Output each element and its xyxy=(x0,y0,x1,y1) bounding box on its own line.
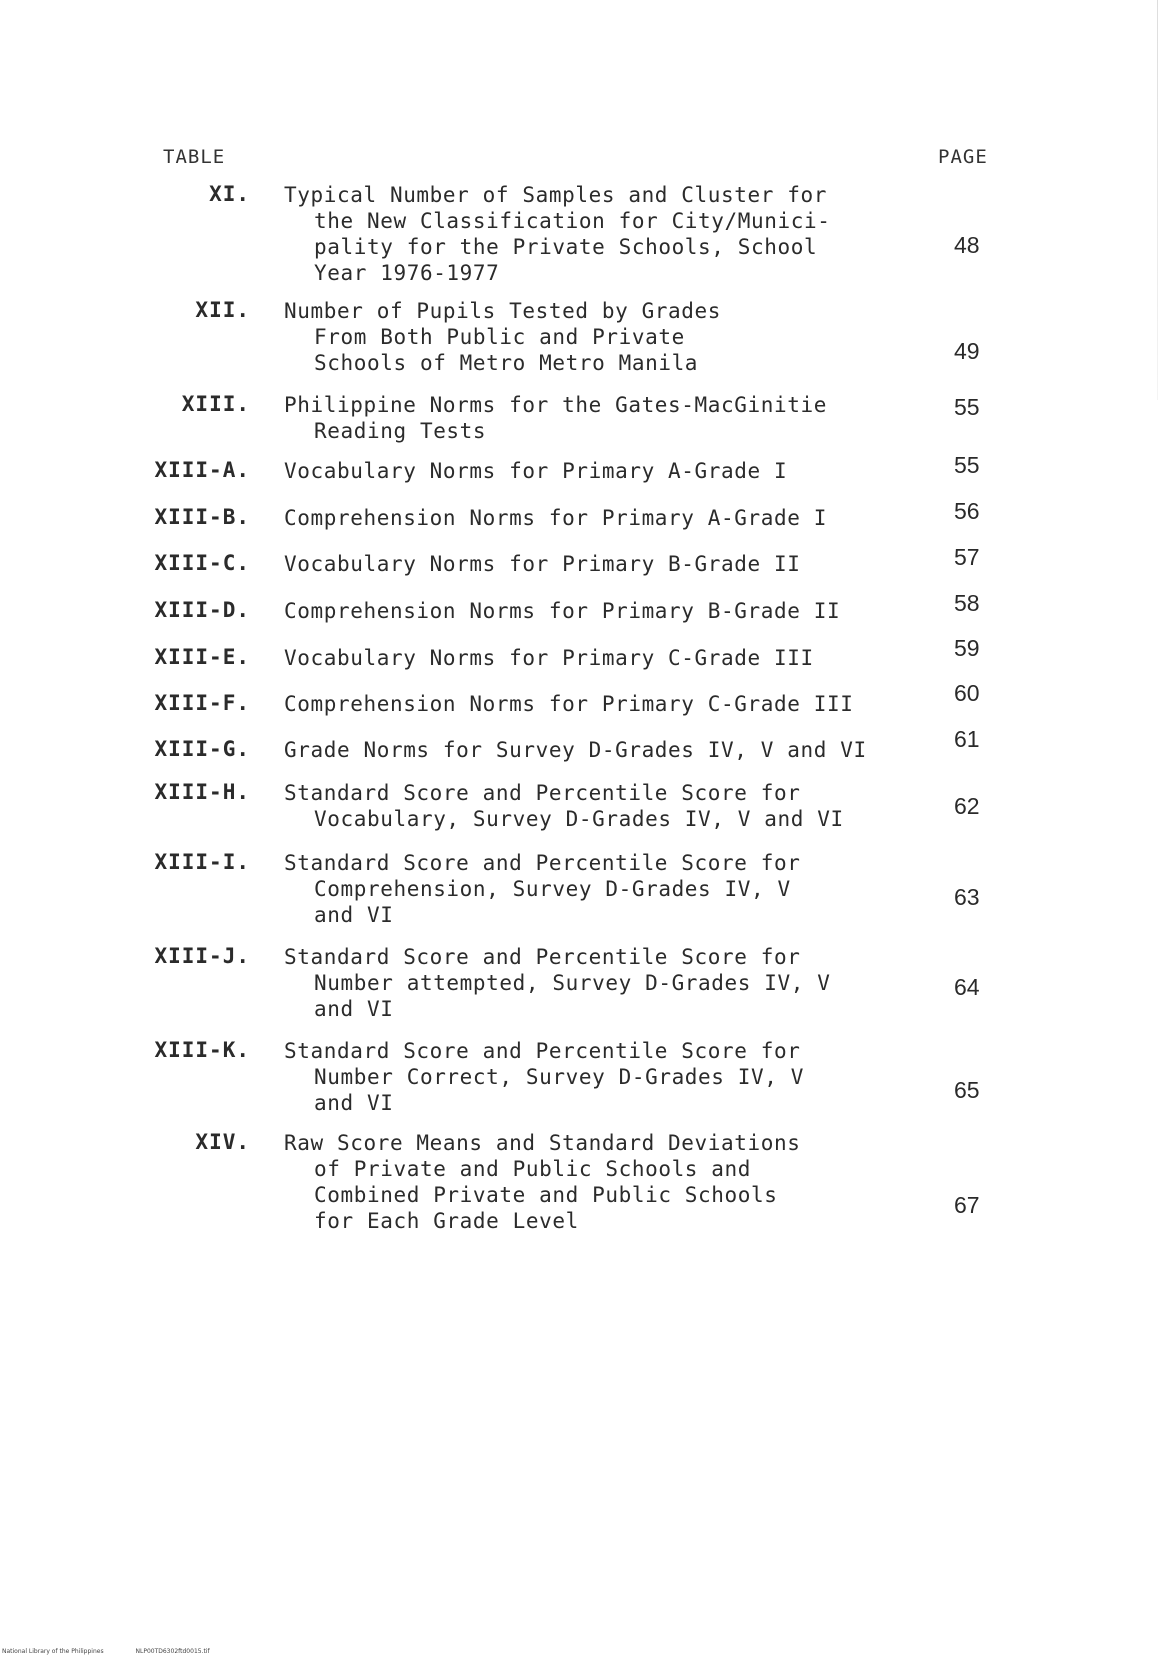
table-title xyxy=(284,944,924,1022)
table-title-line: Combined Private and Public Schools xyxy=(314,1183,778,1207)
page-number: 55 xyxy=(954,394,980,420)
table-number: XIII-J. xyxy=(154,944,250,968)
table-title-line: Vocabulary Norms for Primary C-Grade III xyxy=(284,646,814,670)
table-title xyxy=(284,551,924,577)
table-title-line: the New Classification for City/Munici- xyxy=(314,209,831,233)
table-title-line: Standard Score and Percentile Score for xyxy=(284,945,801,969)
table-title xyxy=(284,1130,924,1234)
table-number: XIII-H. xyxy=(154,780,250,804)
page-column-header: PAGE xyxy=(938,146,988,168)
page-number: 55 xyxy=(954,452,980,478)
table-title xyxy=(284,598,924,624)
table-number: XIII-A. xyxy=(154,458,250,482)
table-title-line: From Both Public and Private xyxy=(314,325,685,349)
page-number: 64 xyxy=(954,974,980,1000)
page-number: 59 xyxy=(954,635,980,661)
footer-library: National Library of the Philippines xyxy=(2,1648,104,1655)
table-title-line: and VI xyxy=(314,1091,394,1115)
table-title xyxy=(284,645,924,671)
footer-filename: NLP00TD6302ftd0015.tif xyxy=(135,1648,210,1655)
table-title-line: Raw Score Means and Standard Deviations xyxy=(284,1131,801,1155)
page-number: 58 xyxy=(954,590,980,616)
table-number: XIII-G. xyxy=(154,737,250,761)
table-number: XIII-K. xyxy=(154,1038,250,1062)
table-title-line: Philippine Norms for the Gates-MacGinitie xyxy=(284,393,827,417)
table-title-line: and VI xyxy=(314,903,394,927)
table-title xyxy=(284,182,924,286)
table-title-line: Standard Score and Percentile Score for xyxy=(284,1039,801,1063)
table-title-line: Year 1976-1977 xyxy=(314,261,500,285)
table-title xyxy=(284,298,924,376)
table-title-line: Vocabulary Norms for Primary A-Grade I xyxy=(284,459,788,483)
table-title-line: Standard Score and Percentile Score for xyxy=(284,851,801,875)
page-number: 62 xyxy=(954,793,980,819)
table-title-line: Comprehension Norms for Primary B-Grade II xyxy=(284,599,841,623)
table-title-line: for Each Grade Level xyxy=(314,1209,579,1233)
table-number: XIII-E. xyxy=(154,645,250,669)
table-title-line: Grade Norms for Survey D-Grades IV, V and VI xyxy=(284,738,867,762)
page-number: 65 xyxy=(954,1077,980,1103)
table-title-line: and VI xyxy=(314,997,394,1021)
table-title xyxy=(284,780,924,832)
table-title xyxy=(284,1038,924,1116)
table-title-line: Number attempted, Survey D-Grades IV, V xyxy=(314,971,831,995)
scan-footer xyxy=(2,1648,240,1655)
table-title-line: Vocabulary Norms for Primary B-Grade II xyxy=(284,552,801,576)
table-title-line: pality for the Private Schools, School xyxy=(314,235,818,259)
page-number: 63 xyxy=(954,884,980,910)
table-title xyxy=(284,458,924,484)
table-number: XIV. xyxy=(195,1130,250,1154)
table-title xyxy=(284,737,924,763)
table-title-line: Typical Number of Samples and Cluster for xyxy=(284,183,827,207)
table-title-line: Comprehension Norms for Primary C-Grade III xyxy=(284,692,854,716)
table-title-line: Vocabulary, Survey D-Grades IV, V and VI xyxy=(314,807,844,831)
table-number: XIII-F. xyxy=(154,691,250,715)
table-number: XIII-B. xyxy=(154,505,250,529)
page-number: 56 xyxy=(954,498,980,524)
page-number: 57 xyxy=(954,544,980,570)
table-number: XIII-D. xyxy=(154,598,250,622)
table-number: XII. xyxy=(195,298,250,322)
table-title-line: of Private and Public Schools and xyxy=(314,1157,752,1181)
table-title-line: Standard Score and Percentile Score for xyxy=(284,781,801,805)
page-number: 60 xyxy=(954,680,980,706)
table-title-line: Schools of Metro Metro Manila xyxy=(314,351,699,375)
table-column-header: TABLE xyxy=(163,146,226,168)
table-title xyxy=(284,691,924,717)
table-number: XIII. xyxy=(181,392,250,416)
table-title-line: Comprehension Norms for Primary A-Grade I xyxy=(284,506,827,530)
page-number: 48 xyxy=(954,232,980,258)
page-number: 67 xyxy=(954,1192,980,1218)
scan-edge-mark xyxy=(1157,0,1158,400)
table-title xyxy=(284,505,924,531)
table-number: XIII-I. xyxy=(154,850,250,874)
table-number: XI. xyxy=(209,182,250,206)
page-number: 49 xyxy=(954,338,980,364)
table-title-line: Reading Tests xyxy=(314,419,487,443)
table-title xyxy=(284,850,924,928)
table-title-line: Comprehension, Survey D-Grades IV, V xyxy=(314,877,791,901)
table-number: XIII-C. xyxy=(154,551,250,575)
table-title-line: Number of Pupils Tested by Grades xyxy=(284,299,722,323)
table-title xyxy=(284,392,924,444)
table-title-line: Number Correct, Survey D-Grades IV, V xyxy=(314,1065,804,1089)
page-number: 61 xyxy=(954,726,980,752)
